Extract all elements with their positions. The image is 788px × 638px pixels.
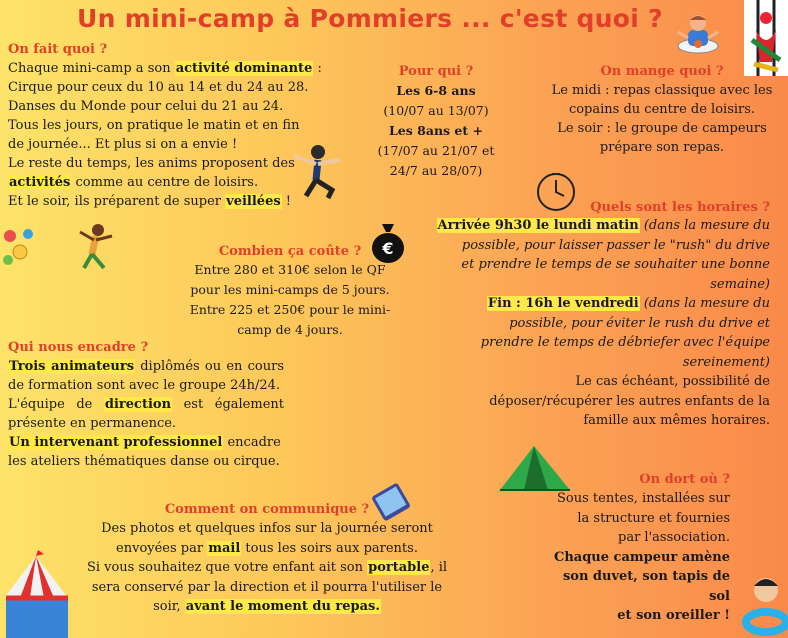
text-line: Danses du Monde pour celui du 21 au 24. xyxy=(8,99,284,114)
circus-tent-icon xyxy=(0,550,70,638)
section-on-fait-quoi xyxy=(8,42,328,211)
juggling-balls-icon xyxy=(0,226,40,272)
section-heading: Comment on communique ? xyxy=(164,502,370,517)
text-line: Chaque mini-camp a son activité dominante : xyxy=(8,61,322,76)
child-swim-ring-icon xyxy=(742,574,788,638)
text-line: activités comme au centre de loisirs. xyxy=(9,175,259,190)
section-heading: On fait quoi ? xyxy=(8,42,108,57)
section-dort: On dort où ? Sous tentes, installées sur la structure et fournies par l'association. Chaque campeur amène son duvet, son tapis de sol et son oreiller ! xyxy=(540,472,730,626)
svg-text:€: € xyxy=(382,239,394,258)
eating-child-icon xyxy=(672,12,724,56)
section-cout: Combien ça coûte ? Entre 280 et 310€ selon le QF pour les mini-camps de 5 jours. Entre 225 et 250€ pour le mini- camp de 4 jours. xyxy=(180,244,400,340)
section-heading: Combien ça coûte ? xyxy=(218,244,362,259)
section-heading: Pour qui ? xyxy=(398,64,474,79)
page-title: Un mini-camp à Pommiers ... c'est quoi ? xyxy=(77,4,663,33)
section-pour-qui: Pour qui ? Les 6-8 ans (10/07 au 13/07) Les 8ans et + (17/07 au 21/07 et 24/7 au 28/07) xyxy=(368,64,504,181)
text-line: Le reste du temps, les anims proposent des xyxy=(8,156,295,171)
section-horaires: Quels sont les horaires ? Arrivée 9h30 le lundi matin (dans la mesure du possible, pour laisser passer le "rush" du drive et prendre le temps de se souhaiter une bonne semaine) Fin : 16h le vendredi (dans la mesure du possible, pour éviter le rush du drive et prendre le temps de débriefer avec l'équipe sereinement) Le cas échéant, possibilité de déposer/récupérer les autres enfants de la famille aux mêmes horaires. xyxy=(420,200,770,431)
section-heading: On dort où ? xyxy=(639,472,730,487)
section-heading: On mange quoi ? xyxy=(600,64,724,79)
text-line: Et le soir, ils préparent de super veillées ! xyxy=(8,194,292,209)
section-communique: Comment on communique ? Des photos et quelques infos sur la journée seront envoyées par mail tous les soirs aux parents. Si vous souhaitez que votre enfant ait son portable, il sera conservé par la direction et il pourra l'utiliser le soir, avant le moment du repas. xyxy=(70,502,464,617)
text-line: de journée... Et plus si on a envie ! xyxy=(8,137,238,152)
child-dancer-icon xyxy=(76,222,116,272)
text-line: Cirque pour ceux du 10 au 14 et du 24 au 28. xyxy=(8,80,309,95)
text-line: Tous les jours, on pratique le matin et en fin xyxy=(8,118,300,133)
section-heading: Quels sont les horaires ? xyxy=(590,200,770,215)
section-encadre: Qui nous encadre ? Trois animateurs diplômés ou en cours de formation sont avec le groupe 24h/24. L'équipe de direction est également présente en permanence. Un intervenant professionnel encadre les ateliers thématiques danse ou cirque. xyxy=(8,340,285,469)
section-on-mange: On mange quoi ? Le midi : repas classique avec les copains du centre de loisirs. Le soir : le groupe de campeurs prépare son repas. xyxy=(540,64,784,157)
section-heading: Qui nous encadre ? xyxy=(8,340,149,355)
